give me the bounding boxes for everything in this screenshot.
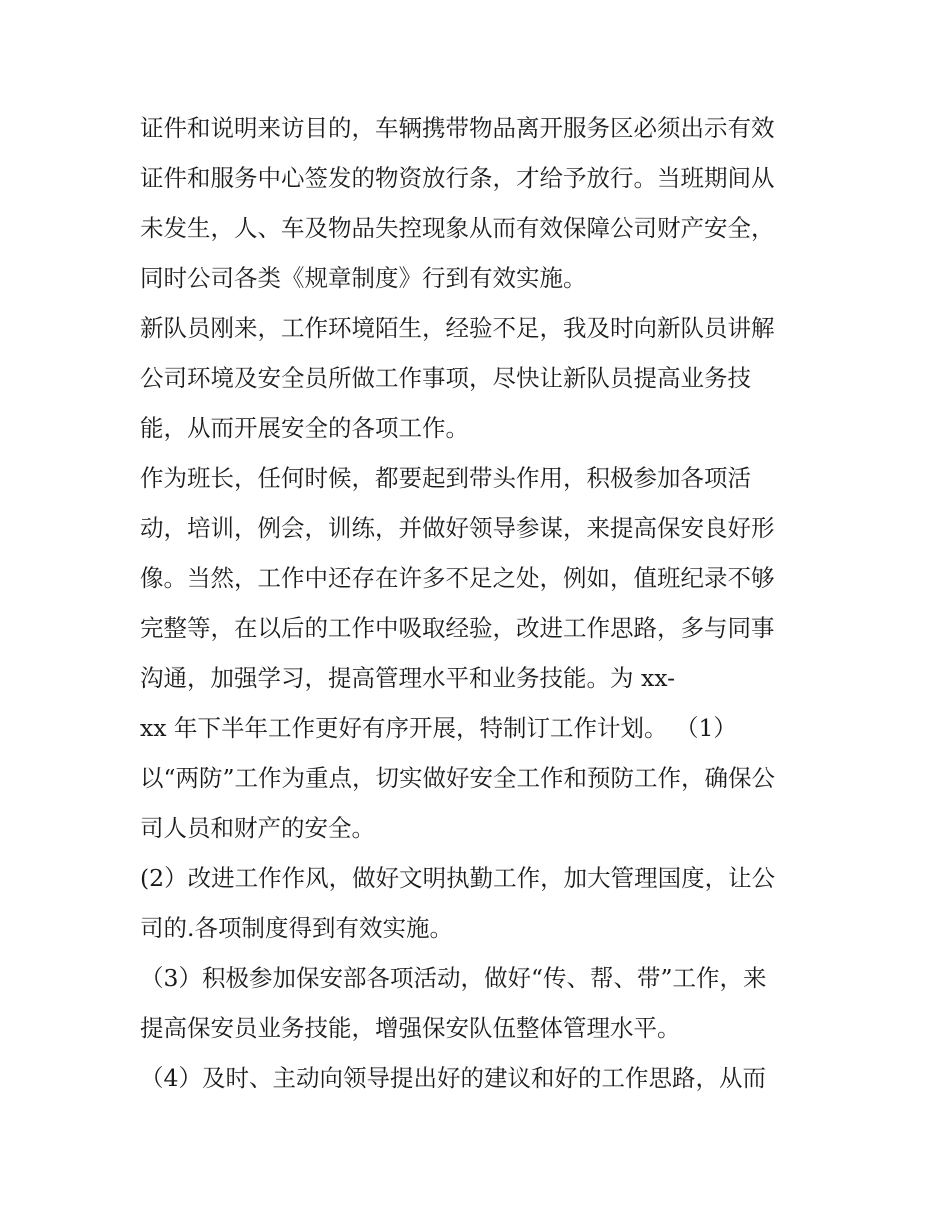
text-line: 证件和说明来访目的，车辆携带物品离开服务区必须出示有效	[140, 114, 775, 142]
text-line: 公司环境及安全员所做工作事项，尽快让新队员提高业务技	[140, 364, 751, 392]
text-line: 作为班长，任何时候，都要起到带头作用，积极参加各项活	[140, 464, 751, 492]
text-line: （4）及时、主动向领导提出好的建议和好的工作思路，从而	[140, 1064, 766, 1092]
text-line: 以“两防”工作为重点，切实做好安全工作和预防工作，确保公	[140, 764, 776, 792]
document-body	[140, 103, 820, 1103]
text-line: 未发生，人、车及物品失控现象从而有效保障公司财产安全，	[140, 214, 775, 242]
text-line: (2）改进工作作风，做好文明执勤工作，加大管理国度，让公	[140, 864, 776, 892]
text-line: 司人员和财产的安全。	[140, 814, 375, 842]
text-line: 提高保安员业务技能，增强保安队伍整体管理水平。	[140, 1014, 681, 1042]
text-line: 司的.各项制度得到有效实施。	[140, 914, 453, 942]
text-line: （3）积极参加保安部各项活动，做好“传、帮、带”工作，来	[140, 964, 767, 992]
text-line: 能，从而开展安全的各项工作。	[140, 414, 469, 442]
text-line: 像。当然，工作中还存在许多不足之处，例如，值班纪录不够	[140, 564, 775, 592]
text-line: 动，培训，例会，训练，并做好领导参谋，来提高保安良好形	[140, 514, 775, 542]
text-line: 沟通，加强学习，提高管理水平和业务技能。为 xx-	[140, 664, 676, 692]
text-line: 新队员刚来，工作环境陌生，经验不足，我及时向新队员讲解	[140, 314, 775, 342]
text-line: 证件和服务中心签发的物资放行条，才给予放行。当班期间从	[140, 164, 775, 192]
text-line: 完整等，在以后的工作中吸取经验，改进工作思路，多与同事	[140, 614, 775, 642]
text-line: 同时公司各类《规章制度》行到有效实施。	[140, 264, 587, 292]
text-line: xx 年下半年工作更好有序开展，特制订工作计划。 （1）	[140, 714, 737, 742]
